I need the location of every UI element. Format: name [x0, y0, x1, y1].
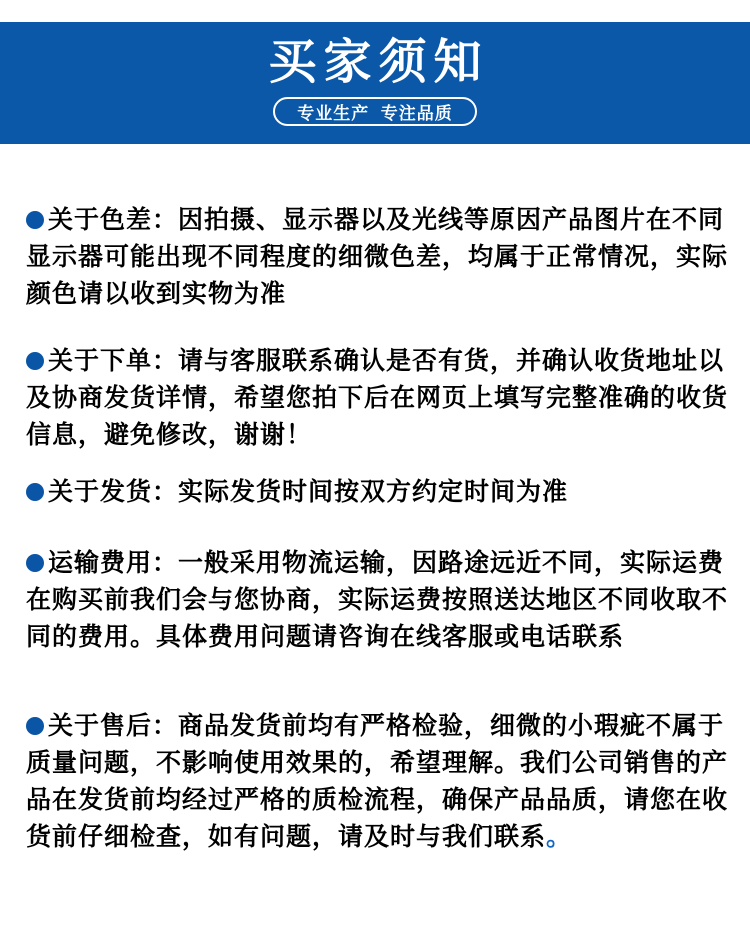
notice-text: 运输费用：一般采用物流运输，因路途远近不同，实际运费	[48, 549, 725, 577]
notice-line: 在购买前我们会与您协商，实际运费按照送达地区不同收取不	[26, 586, 729, 614]
bullet-icon	[26, 211, 44, 229]
notice-line: 及协商发货详情，希望您拍下后在网页上填写完整准确的收货	[26, 384, 729, 412]
bullet-icon	[26, 483, 44, 501]
notice-line	[26, 474, 740, 511]
notice-line: 颜色请以收到实物为准	[26, 280, 287, 308]
notice-line	[26, 343, 740, 380]
bullet-icon	[26, 554, 44, 572]
subtitle-pill	[273, 97, 476, 126]
notice-text: 关于色差：因拍摄、显示器以及光线等原因产品图片在不同	[48, 206, 725, 234]
page-title: 买家须知	[268, 36, 489, 89]
notice-item-shipping-time	[0, 474, 750, 511]
notice-line	[26, 708, 740, 745]
notice-item-color-difference	[0, 202, 750, 313]
notice-list	[0, 144, 750, 856]
notice-line: 质量问题，不影响使用效果的，希望理解。我们公司销售的产	[26, 749, 729, 777]
header-banner	[0, 22, 750, 144]
notice-line	[26, 819, 740, 856]
notice-line: 品在发货前均经过严格的质检流程，确保产品品质，请您在收	[26, 786, 729, 814]
notice-text: 关于发货：实际发货时间按双方约定时间为准	[48, 478, 569, 506]
notice-text: 关于售后：商品发货前均有严格检验，细微的小瑕疵不属于	[48, 712, 725, 740]
notice-line	[26, 202, 740, 239]
bullet-icon	[26, 717, 44, 735]
notice-text: 货前仔细检查，如有问题，请及时与我们联系	[26, 823, 547, 851]
notice-item-after-sales	[0, 708, 750, 856]
subtitle-text: 专业生产 专注品质	[297, 104, 453, 123]
notice-line: 信息，避免修改，谢谢！	[26, 421, 313, 449]
notice-line: 同的费用。具体费用问题请咨询在线客服或电话联系	[26, 623, 625, 651]
blue-period: 。	[546, 823, 573, 851]
notice-item-ordering	[0, 343, 750, 454]
bullet-icon	[26, 352, 44, 370]
notice-item-freight-cost	[0, 545, 750, 656]
notice-text: 关于下单：请与客服联系确认是否有货，并确认收货地址以	[48, 347, 725, 375]
notice-line: 显示器可能出现不同程度的细微色差，均属于正常情况，实际	[26, 243, 729, 271]
notice-line	[26, 545, 740, 582]
